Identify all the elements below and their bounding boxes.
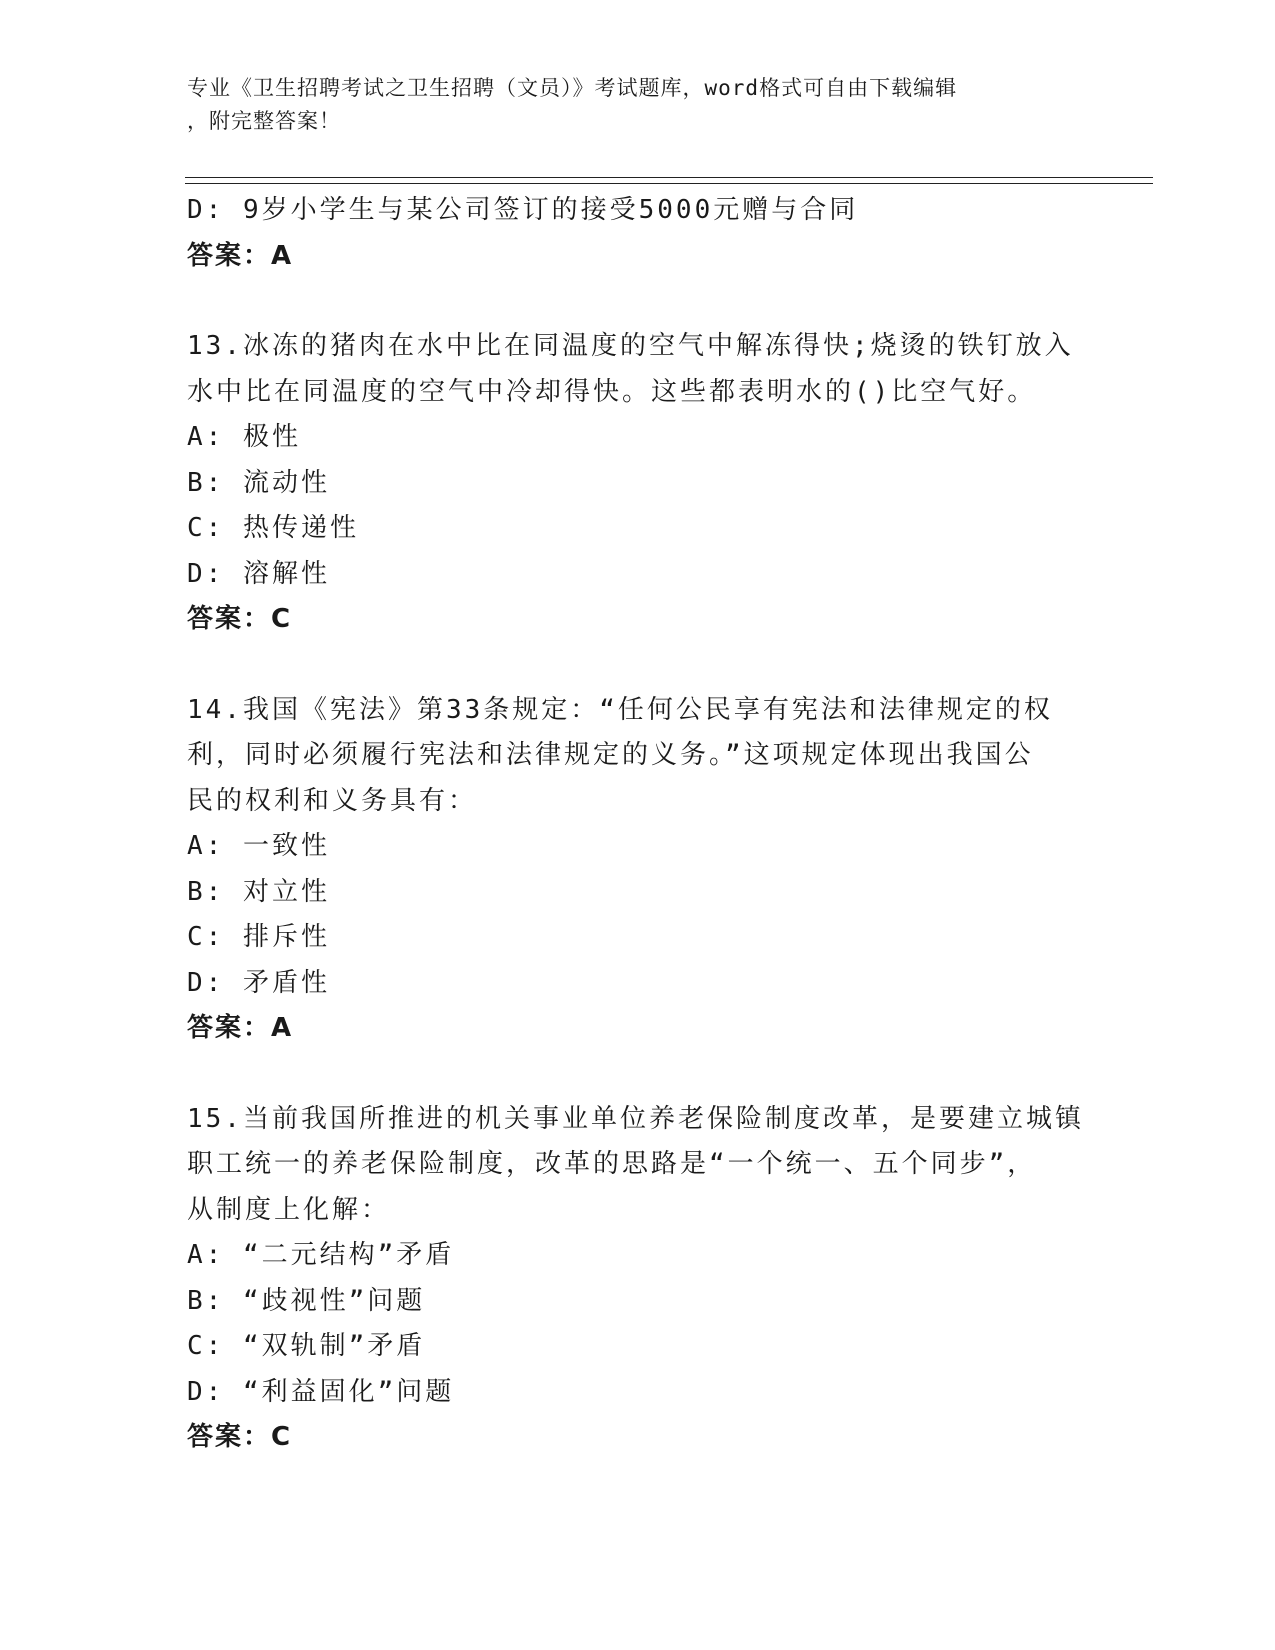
option-c: C: 热传递性 (187, 513, 359, 543)
option-b: B: “歧视性”问题 (187, 1285, 426, 1316)
header-divider-top (185, 177, 1153, 178)
header-line-2: ，附完整答案！ (187, 109, 341, 133)
question-15 (187, 1097, 1087, 1461)
option-d: D: “利益固化”问题 (187, 1376, 455, 1407)
spacer (187, 279, 1087, 324)
question-stem-line: 13.冰冻的猪肉在水中比在同温度的空气中解冻得快;烧烫的铁钉放入 (187, 331, 1074, 361)
page-header (187, 72, 1067, 138)
answer-line: 答案：C (187, 1422, 293, 1452)
question-stem-line: 职工统一的养老保险制度，改革的思路是“一个统一、五个同步”， (187, 1149, 1037, 1179)
answer-line: 答案：A (187, 1013, 294, 1043)
spacer (187, 1052, 1087, 1097)
option-a: A: “二元结构”矛盾 (187, 1240, 455, 1270)
spacer (187, 643, 1087, 688)
option-a: A: 一致性 (187, 831, 330, 861)
header-line-1: 专业《卫生招聘考试之卫生招聘（文员）》考试题库，word格式可自由下载编辑 (187, 76, 958, 100)
question-stem-line: 从制度上化解： (187, 1194, 391, 1225)
answer-line: 答案：C (187, 604, 293, 634)
question-stem-line: 水中比在同温度的空气中冷却得快。这些都表明水的()比空气好。 (187, 376, 1037, 407)
option-d: D: 矛盾性 (187, 967, 330, 998)
option-d: D: 9岁小学生与某公司签订的接受5000元赠与合同 (187, 195, 859, 225)
question-stem-line: 14.我国《宪法》第33条规定：“任何公民享有宪法和法律规定的权 (187, 694, 1053, 725)
option-d: D: 溶解性 (187, 558, 330, 589)
answer-line: 答案：A (187, 240, 294, 271)
question-stem-line: 利，同时必须履行宪法和法律规定的义务。”这项规定体现出我国公 (187, 740, 1034, 770)
previous-question-tail (187, 188, 1087, 279)
question-stem-line: 民的权利和义务具有： (187, 785, 478, 816)
header-divider-bottom (185, 183, 1153, 184)
question-13 (187, 324, 1087, 643)
option-b: B: 对立性 (187, 876, 330, 907)
option-c: C: “双轨制”矛盾 (187, 1331, 426, 1361)
question-content (187, 188, 1087, 1461)
question-14 (187, 688, 1087, 1052)
option-c: C: 排斥性 (187, 922, 330, 952)
question-stem-line: 15.当前我国所推进的机关事业单位养老保险制度改革，是要建立城镇 (187, 1103, 1084, 1134)
option-a: A: 极性 (187, 422, 301, 452)
option-b: B: 流动性 (187, 467, 330, 498)
